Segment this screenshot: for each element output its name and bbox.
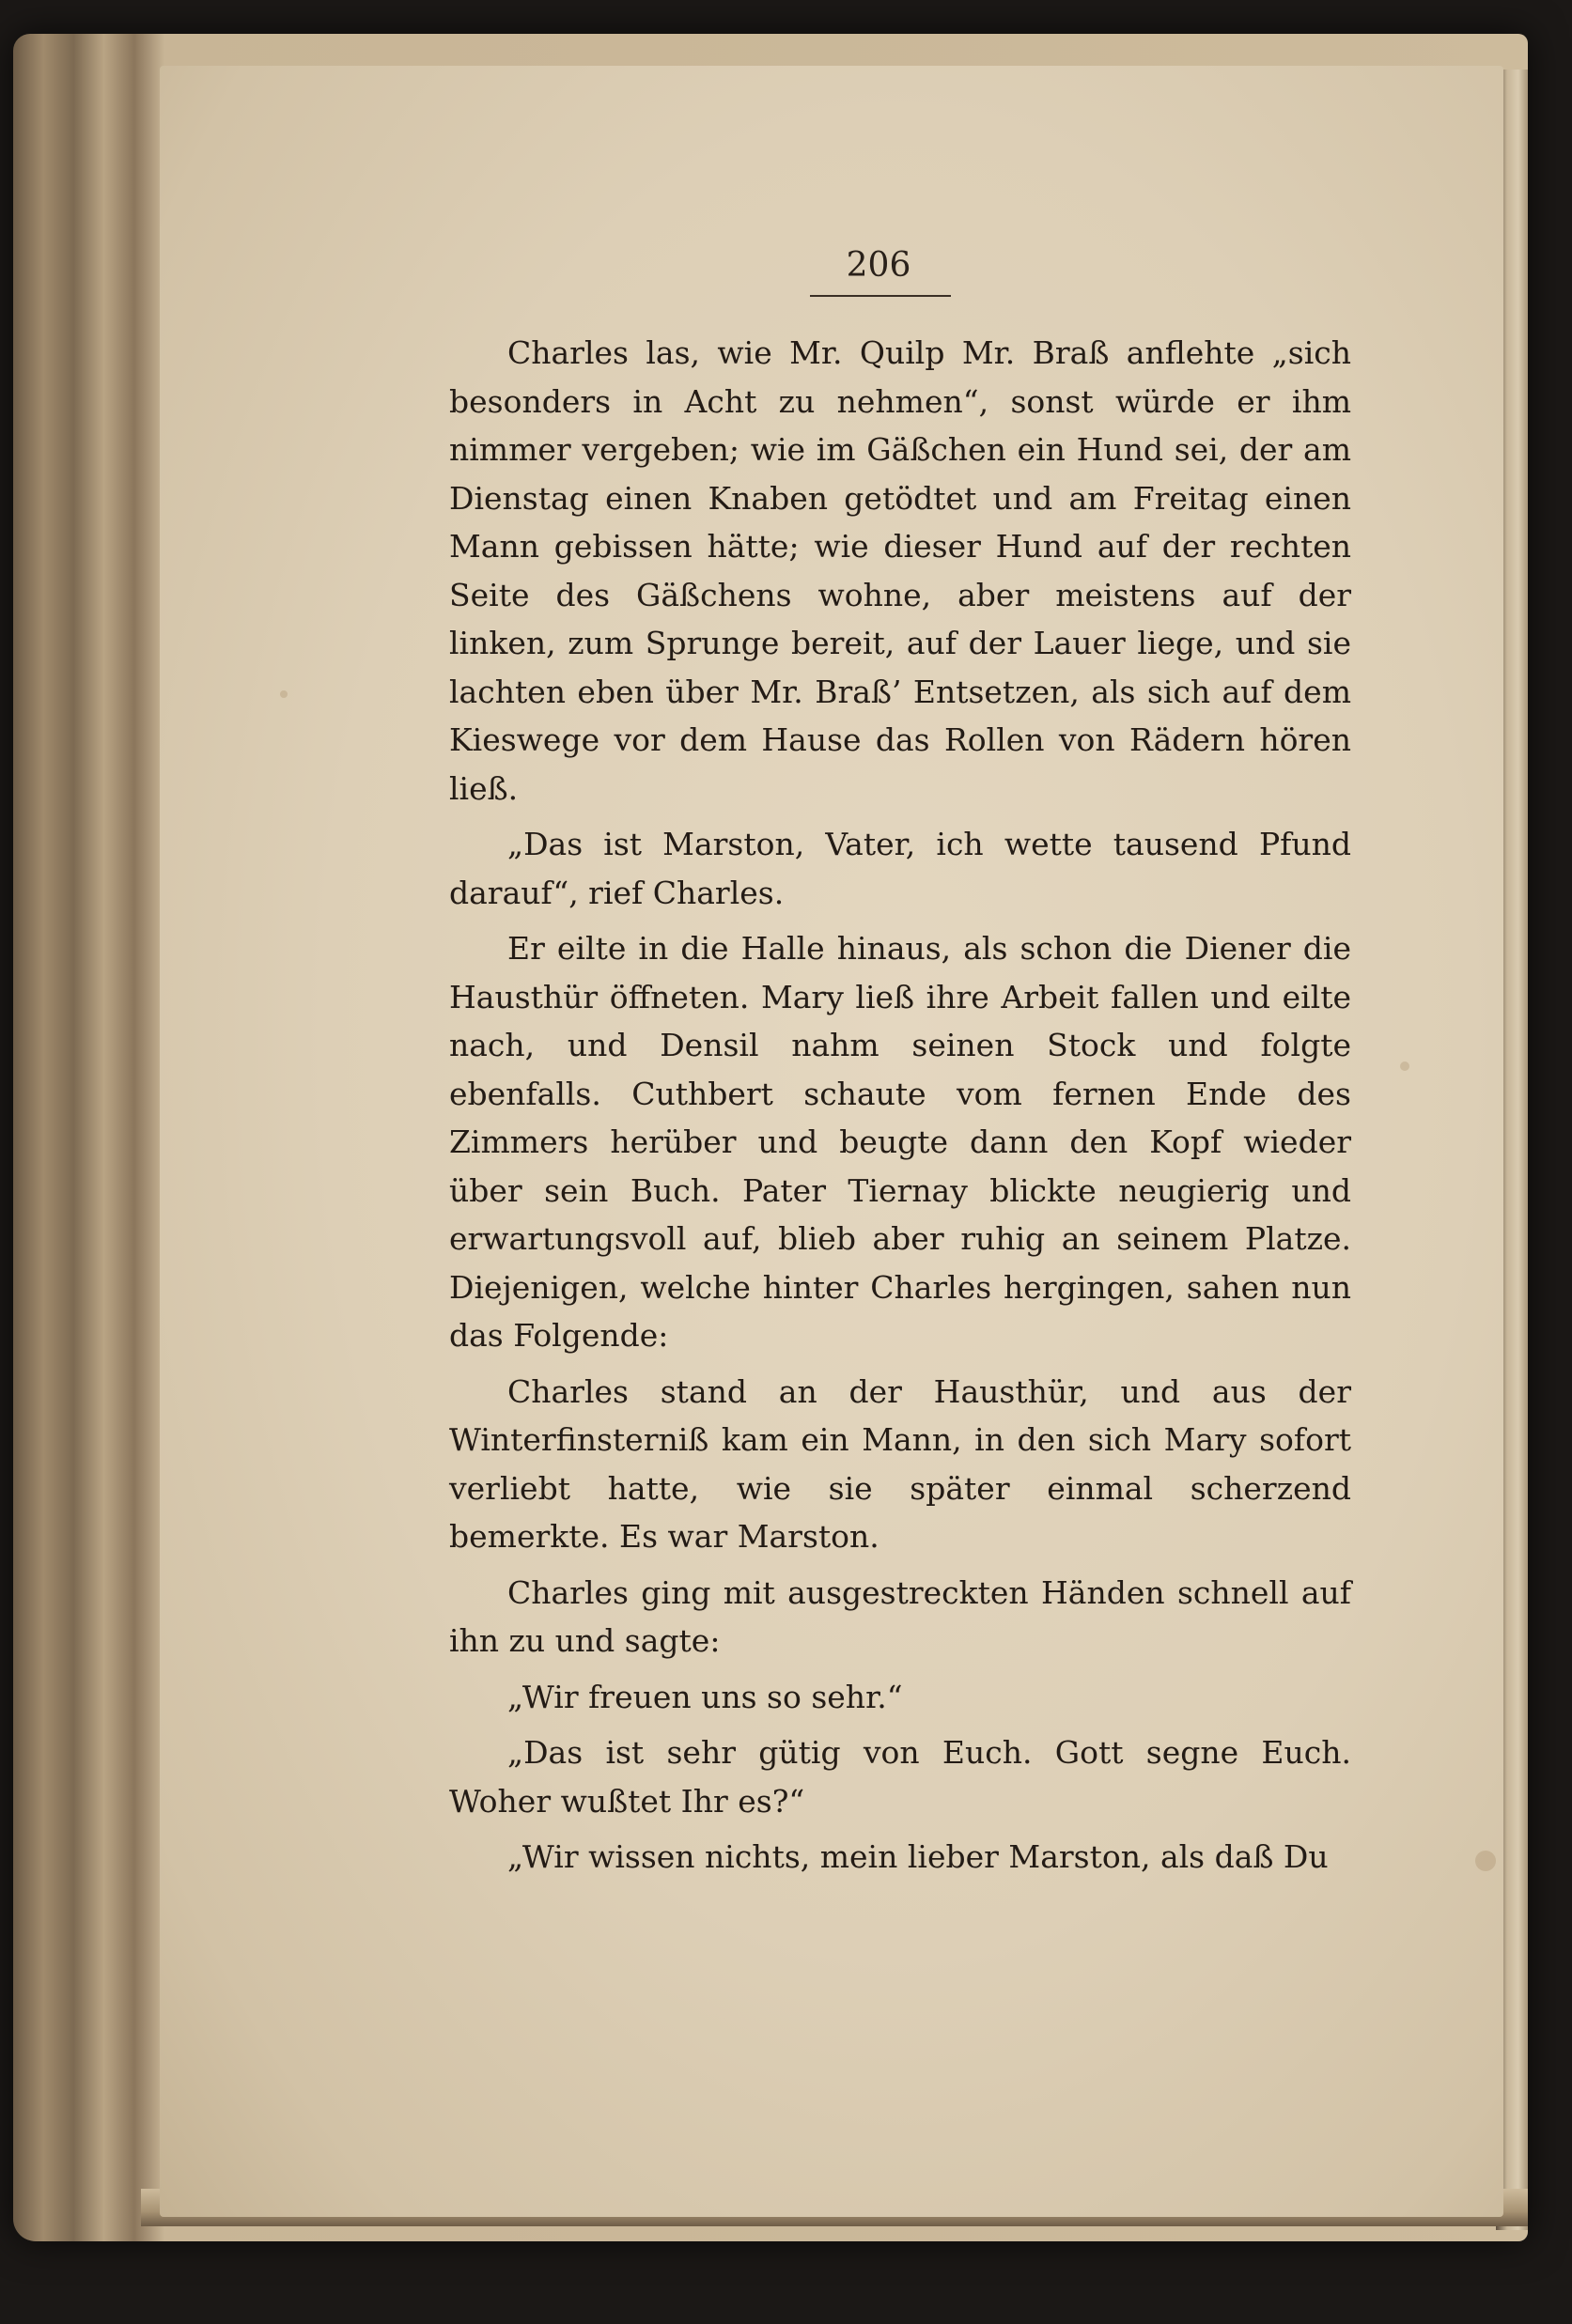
paragraph: „Das ist Marston, Vater, ich wette tausend Pfund darauf“, rief Charles. [449, 826, 1351, 911]
page-stain [1475, 1851, 1496, 1871]
paragraph: Charles stand an der Hausthür, und aus der Winterfinsterniß kam ein Mann, in den sich Mary sofort verliebt hatte, wie sie später einmal scherzend bemerkte. Es war Marston. [449, 1372, 1351, 1555]
paragraph: Charles ging mit ausgestreckten Händen schnell auf ihn zu und sagte: [449, 1573, 1351, 1659]
paragraph: „Wir freuen uns so sehr.“ [507, 1678, 903, 1715]
page-stain [280, 690, 288, 698]
header-rule [810, 295, 951, 297]
page-stain [1400, 1061, 1409, 1071]
body-text [449, 329, 1351, 1889]
paragraph: Er eilte in die Halle hinaus, als schon die Diener die Hausthür öffneten. Mary ließ ihre Arbeit fallen und eilte nach, und Densil nahm seinen Stock und folgte ebenfalls. Cuthbert schaute vom fernen Ende des Zimmers herüber und beugte dann den Kopf wieder über sein Buch. Pater Tiernay blickte neugierig und erwartungsvoll auf, blieb aber ruhig an seinem Platze. Diejenigen, welche hinter Charles hergingen, sahen nun das Folgende: [449, 930, 1351, 1354]
page-number: 206 [846, 246, 911, 285]
paragraph: „Das ist sehr gütig von Euch. Gott segne Euch. Woher wußtet Ihr es?“ [449, 1734, 1351, 1820]
paragraph: Charles las, wie Mr. Quilp Mr. Braß anflehte „sich besonders in Acht zu nehmen“, sonst würde er ihm nimmer vergeben; wie im Gäßchen ein Hund sei, der am Dienstag einen Knaben getödtet und am Freitag einen Mann gebissen hätte; wie dieser Hund auf der rechten Seite des Gäßchens wohne, aber meistens auf der linken, zum Sprunge bereit, auf der Lauer liege, und sie lachten eben über Mr. Braß’ Entsetzen, als sich auf dem Kieswege vor dem Hause das Rollen von Rädern hören ließ. [449, 334, 1351, 807]
paragraph: „Wir wissen nichts, mein lieber Marston, als daß Du [507, 1838, 1329, 1875]
